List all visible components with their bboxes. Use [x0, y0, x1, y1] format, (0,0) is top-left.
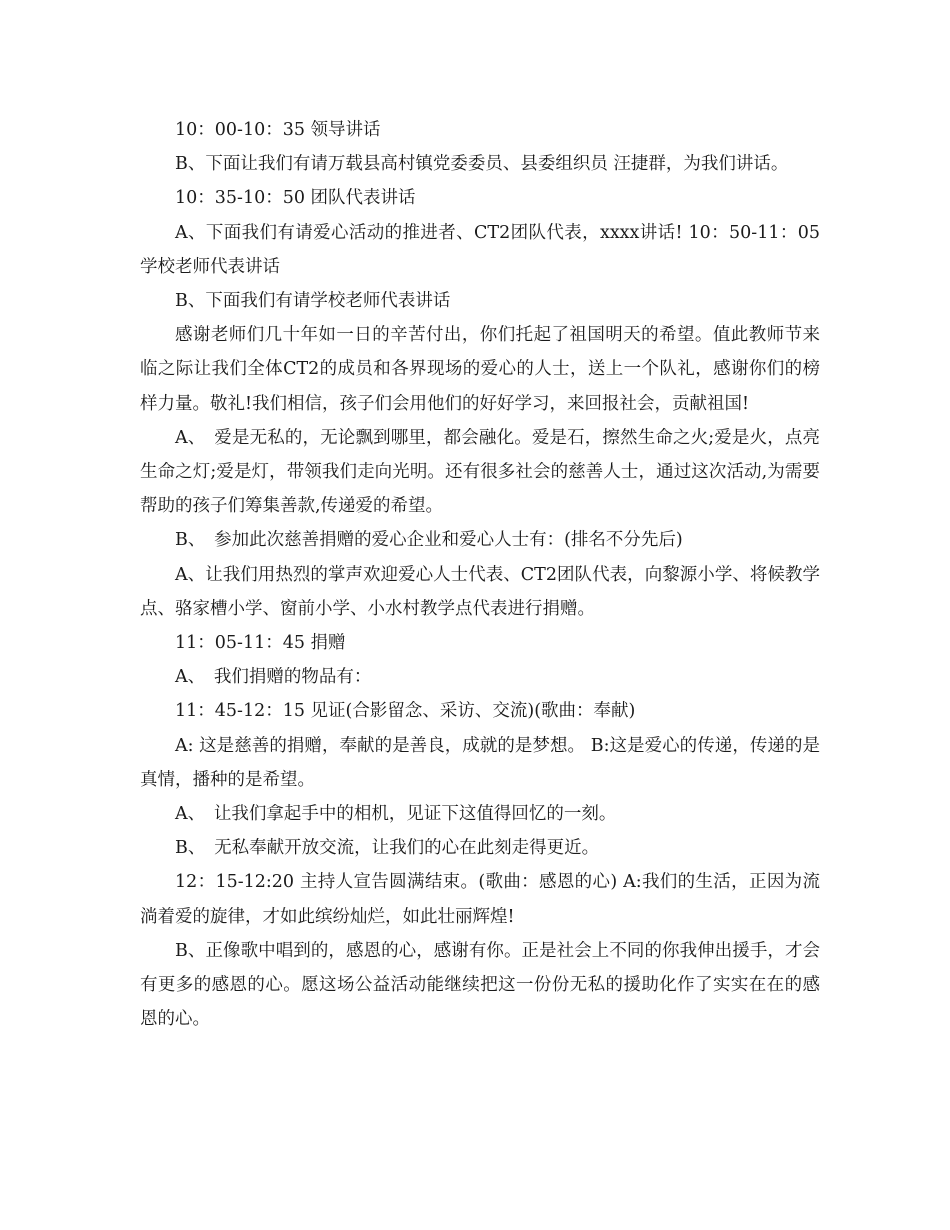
- host-a-love-paragraph: A、 爱是无私的，无论飘到哪里，都会融化。爱是石，擦然生命之火;爱是火，点亮生命之灯;爱是灯，带领我们走向光明。还有很多社会的慈善人士，通过这次活动,为需要帮助的孩子们筹集善款,传递爱的希望。: [140, 427, 820, 517]
- host-a-donated-items: A、 我们捐赠的物品有：: [175, 667, 372, 688]
- host-a-intro-team: A、下面我们有请爱心活动的推进者、CT2团队代表，xxxx讲话! 10：50-11：05 学校老师代表讲话: [140, 222, 820, 277]
- schedule-line-witness: 11：45-12：15 见证(合影留念、采访、交流)(歌曲：奉献): [175, 701, 636, 722]
- schedule-line-leader-speech: 10：00-10：35 领导讲话: [175, 120, 381, 140]
- host-a-donation-welcome: A、让我们用热烈的掌声欢迎爱心人士代表、CT2团队代表，向黎源小学、将候教学点、骆家槽小学、窗前小学、小水村教学点代表进行捐赠。: [140, 564, 820, 619]
- schedule-line-team-speech: 10：35-10：50 团队代表讲话: [175, 188, 416, 209]
- host-b-closing-paragraph: B、正像歌中唱到的，感恩的心，感谢有你。正是社会上不同的你我伸出援手，才会有更多的感恩的心。愿这场公益活动能继续把这一份份无私的援助化作了实实在在的感恩的心。: [140, 940, 820, 1030]
- schedule-line-donation: 11：05-11：45 捐赠: [175, 633, 346, 654]
- schedule-line-closing: 12：15-12:20 主持人宣告圆满结束。(歌曲：感恩的心) A:我们的生活，正因为流淌着爱的旋律，才如此缤纷灿烂，如此壮丽辉煌!: [140, 872, 820, 927]
- host-a-camera-line: A、 让我们拿起手中的相机，见证下这值得回忆的一刻。: [175, 804, 617, 825]
- document-body: [140, 113, 820, 1036]
- host-b-intro-teacher: B、下面我们有请学校老师代表讲话: [175, 291, 451, 312]
- host-b-exchange-line: B、 无私奉献开放交流，让我们的心在此刻走得更近。: [175, 838, 600, 859]
- thanks-teachers-paragraph: 感谢老师们几十年如一日的辛苦付出，你们托起了祖国明天的希望。值此教师节来临之际让我们全体CT2的成员和各界现场的爱心的人士，送上一个队礼，感谢你们的榜样力量。敬礼!我们相信，孩子们会用他们的好好学习，来回报社会，贡献祖国!: [140, 325, 820, 414]
- host-ab-charity-dialogue: A: 这是慈善的捐赠，奉献的是善良，成就的是梦想。 B:这是爱心的传递，传递的是真情，播种的是希望。: [140, 735, 820, 790]
- host-b-intro-official: B、下面让我们有请万载县高村镇党委委员、县委组织员 汪捷群，为我们讲话。: [175, 154, 789, 175]
- host-b-donors-list: B、 参加此次慈善捐赠的爱心企业和爱心人士有：(排名不分先后): [175, 530, 683, 551]
